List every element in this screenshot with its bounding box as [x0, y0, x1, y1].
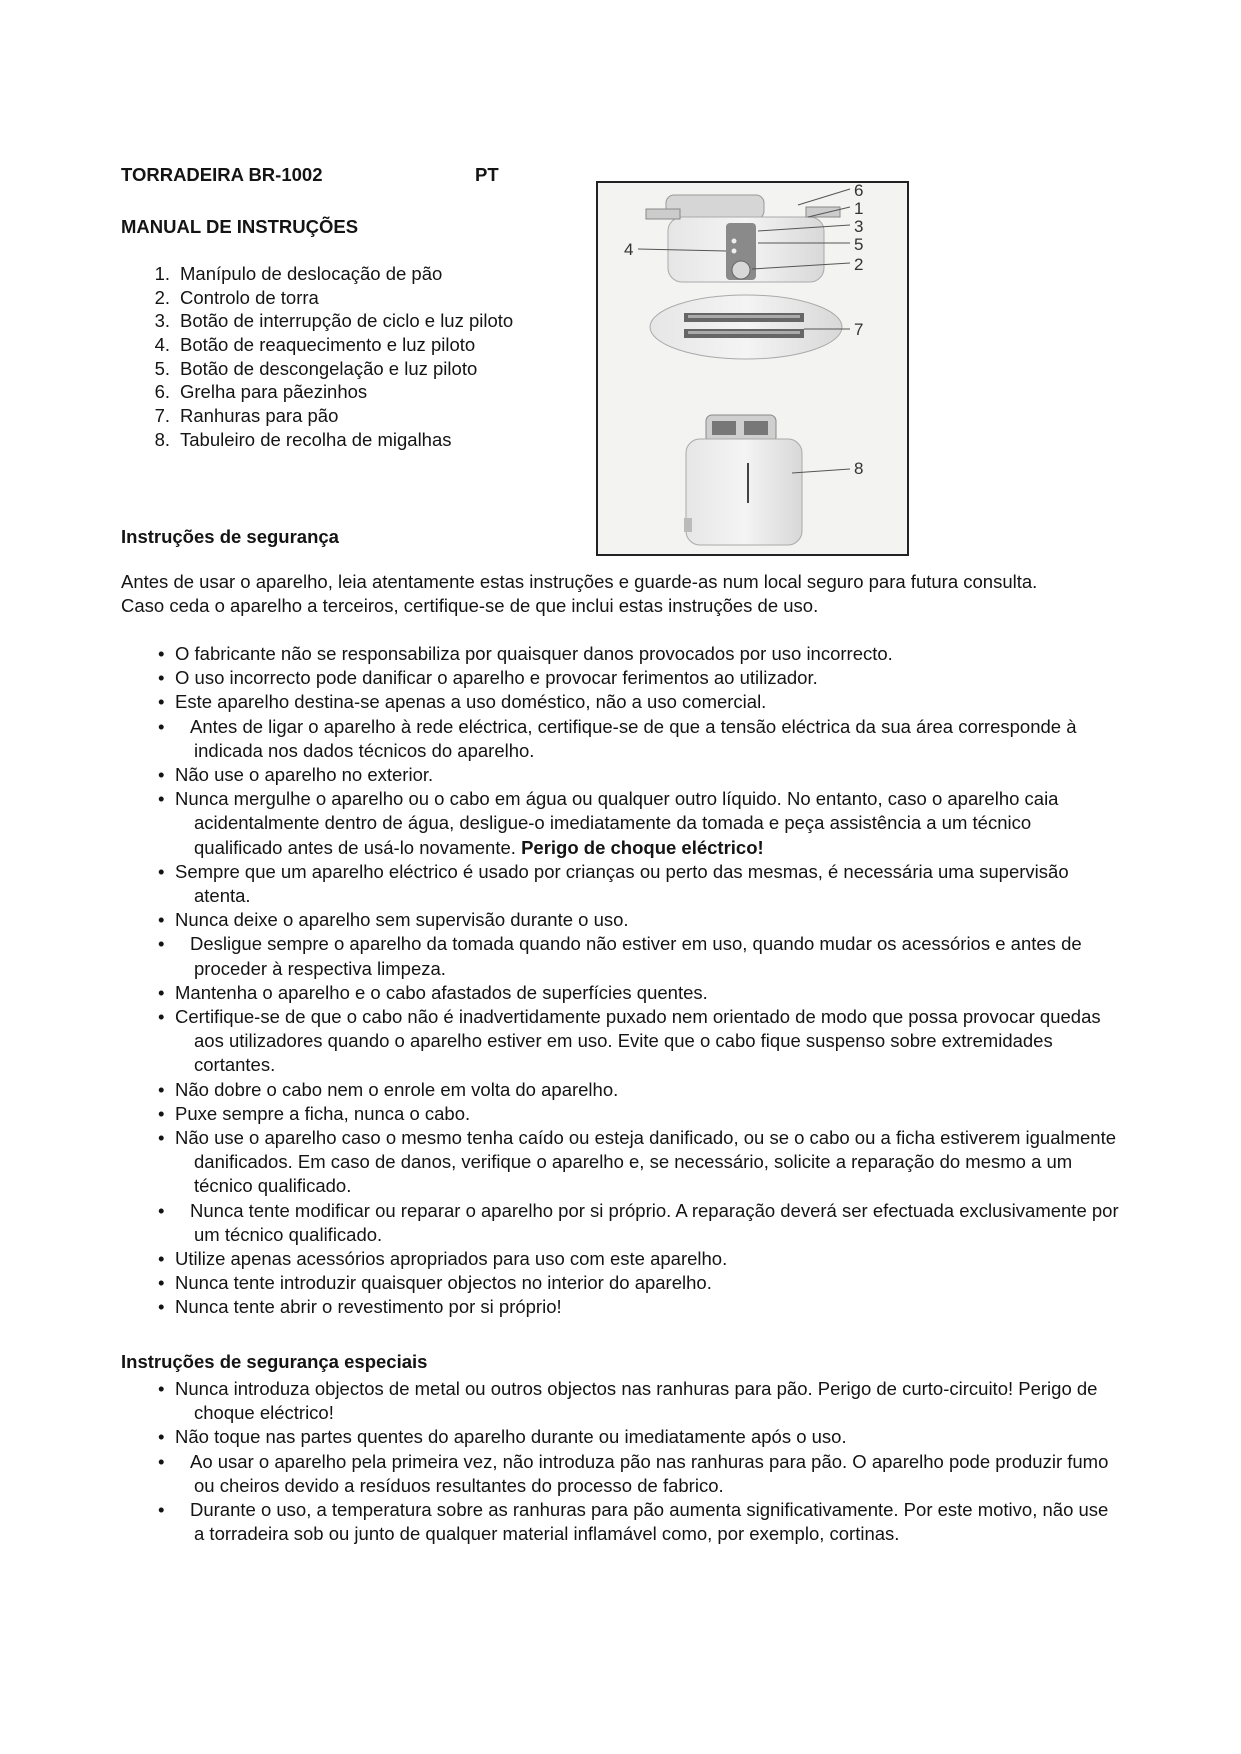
- item-text: Não toque nas partes quentes do aparelho durante ou imediatamente após o uso.: [175, 1426, 847, 1448]
- list-item: [121, 1425, 1121, 1449]
- item-label: Botão de interrupção de ciclo e luz piloto: [180, 310, 514, 332]
- toaster-front-view: [646, 195, 840, 282]
- toaster-diagram: [596, 181, 909, 556]
- bullet-marker: •: [158, 860, 165, 882]
- list-item: [121, 860, 1121, 908]
- bullet-marker: •: [158, 1499, 165, 1521]
- bullet-marker: •: [158, 1102, 165, 1124]
- list-item: [144, 262, 513, 286]
- bullet-marker: •: [158, 1378, 165, 1399]
- callout-label: 6: [854, 183, 864, 200]
- list-item: [121, 1199, 1121, 1247]
- bullet-marker: •: [158, 1127, 165, 1149]
- list-item: [144, 404, 513, 428]
- list-item: [144, 428, 513, 452]
- item-number: 3.: [154, 310, 170, 332]
- bullet-marker: •: [158, 1426, 165, 1448]
- item-text: Nunca introduza objectos de metal ou outros objectos nas ranhuras para pão. Perigo de curto-circuito! Perigo de choque eléctrico!: [175, 1378, 1098, 1424]
- item-number: 6.: [154, 381, 170, 403]
- item-number: 2.: [154, 286, 170, 308]
- list-item: [121, 763, 1121, 787]
- bullet-marker: •: [158, 764, 165, 786]
- callout-label: 8: [854, 459, 864, 478]
- item-text: Durante o uso, a temperatura sobre as ranhuras para pão aumenta significativamente. Por este motivo, não use a torradeira sob ou junto de qualquer material inflamável como, por exemplo, cortinas.: [190, 1499, 1109, 1545]
- bullet-marker: •: [158, 909, 165, 931]
- item-text: Ao usar o aparelho pela primeira vez, não introduza pão nas ranhuras para pão. O aparelho pode produzir fumo ou cheiros devido a resíduos resultantes do processo de fabrico.: [190, 1450, 1109, 1496]
- list-item: [121, 1102, 1121, 1126]
- list-item: [121, 1005, 1121, 1078]
- special-safety-list: [121, 1377, 1121, 1546]
- bullet-marker: •: [158, 933, 165, 955]
- special-section-heading: Instruções de segurança especiais: [121, 1351, 428, 1372]
- item-text: Antes de ligar o aparelho à rede eléctrica, certifique-se de que a tensão eléctrica da sua área corresponde à indicada nos dados técnicos do aparelho.: [190, 715, 1077, 761]
- list-item: [121, 690, 1121, 714]
- item-text: Mantenha o aparelho e o cabo afastados de superfícies quentes.: [175, 981, 708, 1003]
- list-item: [121, 715, 1121, 763]
- item-number: 1.: [154, 263, 170, 284]
- bullet-marker: •: [158, 691, 165, 713]
- list-item: [144, 286, 513, 310]
- shock-warning: Perigo de choque eléctrico!: [521, 836, 764, 858]
- item-text: Sempre que um aparelho eléctrico é usado por crianças ou perto das mesmas, é necessária uma supervisão atenta.: [175, 860, 1069, 907]
- item-text: Este aparelho destina-se apenas a uso doméstico, não a uso comercial.: [175, 691, 767, 713]
- bullet-marker: •: [158, 1248, 165, 1270]
- item-label: Botão de reaquecimento e luz piloto: [180, 334, 476, 356]
- language-code: PT: [475, 164, 499, 185]
- list-item: [144, 380, 513, 404]
- list-item: [121, 981, 1121, 1005]
- callout-label: 4: [624, 240, 634, 259]
- bullet-marker: •: [158, 1296, 165, 1318]
- item-number: 8.: [154, 428, 170, 450]
- item-label: Controlo de torra: [180, 286, 319, 308]
- bullet-marker: •: [158, 1450, 165, 1472]
- item-text: Puxe sempre a ficha, nunca o cabo.: [175, 1102, 471, 1124]
- item-text: O uso incorrecto pode danificar o aparelho e provocar ferimentos ao utilizador.: [175, 667, 818, 689]
- parts-list: [144, 262, 513, 452]
- item-text: Desligue sempre o aparelho da tomada quando não estiver em uso, quando mudar os acessórios e antes de proceder à respectiva limpeza.: [190, 933, 1082, 979]
- item-text-main: Nunca mergulhe o aparelho ou o cabo em água ou qualquer outro líquido. No entanto, caso o aparelho caia acidentalmente dentro de água, desligue-o imediatamente da tomada e peça assistência a um técnico qualificado antes de usá-lo novamente.: [175, 788, 1059, 858]
- bullet-marker: •: [158, 1199, 165, 1221]
- bullet-marker: •: [158, 715, 165, 737]
- list-item: [121, 642, 1121, 666]
- callout-label: 7: [854, 320, 864, 339]
- bullet-marker: •: [158, 1272, 165, 1294]
- item-text: Utilize apenas acessórios apropriados para uso com este aparelho.: [175, 1248, 728, 1270]
- list-item: [121, 666, 1121, 690]
- item-number: 5.: [154, 357, 170, 379]
- toaster-top-view: [650, 295, 842, 359]
- document-title: TORRADEIRA BR-1002: [121, 164, 323, 185]
- item-text: Não use o aparelho no exterior.: [175, 764, 434, 786]
- list-item: [121, 1126, 1121, 1199]
- bullet-marker: •: [158, 1006, 165, 1028]
- bullet-marker: •: [158, 1078, 165, 1100]
- item-text: O fabricante não se responsabiliza por quaisquer danos provocados por uso incorrecto.: [175, 643, 893, 664]
- list-item: [121, 1271, 1121, 1295]
- list-item: [121, 1377, 1121, 1425]
- bullet-marker: •: [158, 667, 165, 689]
- list-item: [121, 1247, 1121, 1271]
- item-label: Manípulo de deslocação de pão: [180, 263, 443, 284]
- callout-label: 5: [854, 235, 864, 254]
- callout-label: 2: [854, 255, 864, 274]
- item-text: Nunca tente introduzir quaisquer objectos no interior do aparelho.: [175, 1272, 712, 1294]
- list-item: [121, 1498, 1121, 1546]
- item-text: [175, 787, 1121, 860]
- item-text: Não use o aparelho caso o mesmo tenha caído ou esteja danificado, ou se o cabo ou a ficha estiverem igualmente danificados. Em caso de danos, verifique o aparelho e, se necessário, solicite a reparação do mesmo a um técnico qualificado.: [175, 1127, 1117, 1197]
- item-text: Nunca tente abrir o revestimento por si próprio!: [175, 1296, 562, 1318]
- item-label: Botão de descongelação e luz piloto: [180, 357, 478, 379]
- safety-list: [121, 642, 1121, 1320]
- item-label: Ranhuras para pão: [180, 405, 339, 427]
- list-item: [121, 908, 1121, 932]
- bullet-marker: •: [158, 981, 165, 1003]
- section-heading: Instruções de segurança: [121, 526, 339, 547]
- item-text: Certifique-se de que o cabo não é inadvertidamente puxado nem orientado de modo que possa provocar quedas aos utilizadores quando o aparelho estiver em uso. Evite que o cabo fique suspenso sobre extremidades cortantes.: [175, 1006, 1101, 1076]
- list-item: [121, 1078, 1121, 1102]
- intro-paragraph: Antes de usar o aparelho, leia atentamente estas instruções e guarde-as num local seguro para futura consulta. Caso ceda o aparelho a terceiros, certifique-se de que inclui estas instruções de uso.: [121, 571, 1038, 616]
- bullet-marker: •: [158, 788, 165, 810]
- list-item: [121, 932, 1121, 980]
- callout-label: 1: [854, 199, 864, 218]
- toaster-illustration: [598, 183, 907, 554]
- list-item: [121, 1450, 1121, 1498]
- list-item: [144, 309, 513, 333]
- item-label: Tabuleiro de recolha de migalhas: [180, 428, 452, 450]
- list-item: [121, 787, 1121, 860]
- item-text: Nunca tente modificar ou reparar o aparelho por si próprio. A reparação deverá ser efectuada exclusivamente por um técnico qualificado.: [190, 1199, 1119, 1245]
- list-item: [144, 333, 513, 357]
- list-item: [121, 1295, 1121, 1319]
- item-label: Grelha para pãezinhos: [180, 381, 368, 403]
- list-item: [144, 357, 513, 381]
- item-text: Não dobre o cabo nem o enrole em volta do aparelho.: [175, 1078, 619, 1100]
- item-number: 4.: [154, 334, 170, 356]
- callout-label: 3: [854, 217, 864, 236]
- item-number: 7.: [154, 405, 170, 427]
- manual-subtitle: MANUAL DE INSTRUÇÕES: [121, 216, 359, 237]
- bullet-marker: •: [158, 643, 165, 664]
- item-text: Nunca deixe o aparelho sem supervisão durante o uso.: [175, 909, 629, 931]
